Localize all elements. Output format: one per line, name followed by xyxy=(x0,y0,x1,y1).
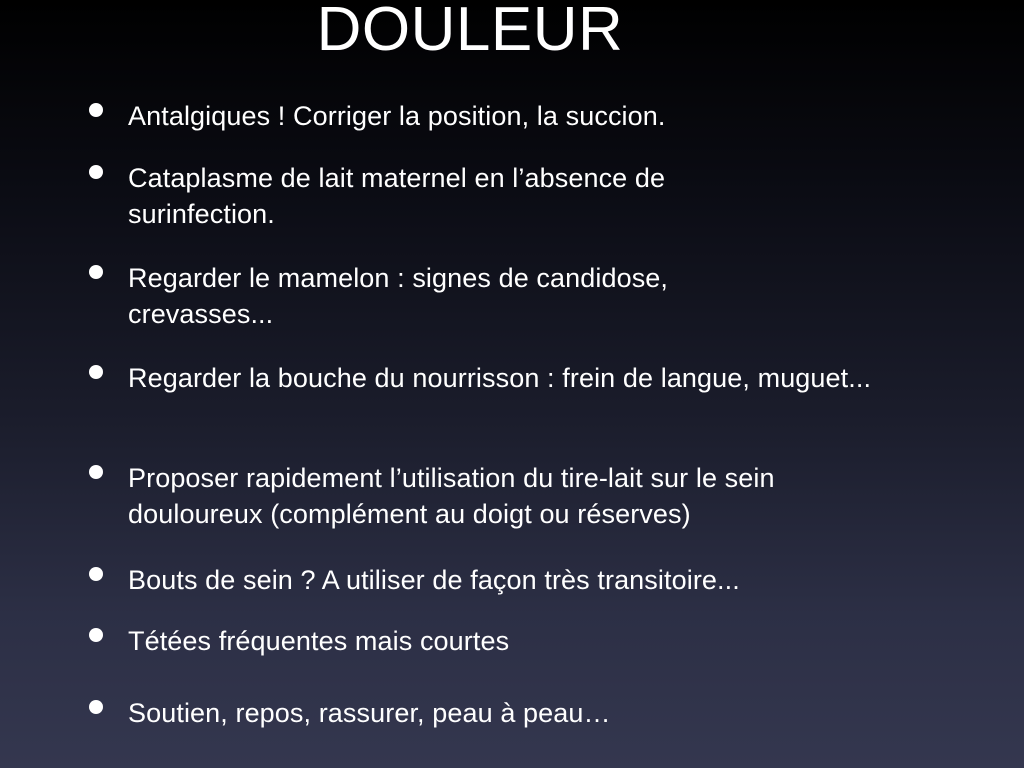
bullet-text-1: Antalgiques ! Corriger la position, la succion. xyxy=(128,101,666,131)
bullet-text-6: Bouts de sein ? A utiliser de façon très transitoire... xyxy=(128,565,740,595)
bullet-text-7: Tétées fréquentes mais courtes xyxy=(128,626,510,656)
bullet-text-5: Proposer rapidement l’utilisation du tire-lait sur le sein douloureux (complément au doigt ou réserves) xyxy=(128,463,775,529)
bullet-dot-icon xyxy=(89,465,103,479)
bullet-text-8: Soutien, repos, rassurer, peau à peau… xyxy=(128,698,611,728)
bullet-dot-icon xyxy=(89,103,103,117)
bullet-dot-icon xyxy=(89,165,103,179)
bullet-dot-icon xyxy=(89,265,103,279)
bullet-dot-icon xyxy=(89,365,103,379)
bullet-text-4: Regarder la bouche du nourrisson : frein de langue, muguet... xyxy=(128,363,872,393)
bullet-dot-icon xyxy=(89,700,103,714)
bullet-text-3: Regarder le mamelon : signes de candidose, crevasses... xyxy=(128,263,669,329)
slide-title: DOULEUR xyxy=(316,0,624,64)
bullet-dot-icon xyxy=(89,628,103,642)
bullet-text-2: Cataplasme de lait maternel en l’absence de surinfection. xyxy=(128,163,666,229)
bullet-dot-icon xyxy=(89,567,103,581)
